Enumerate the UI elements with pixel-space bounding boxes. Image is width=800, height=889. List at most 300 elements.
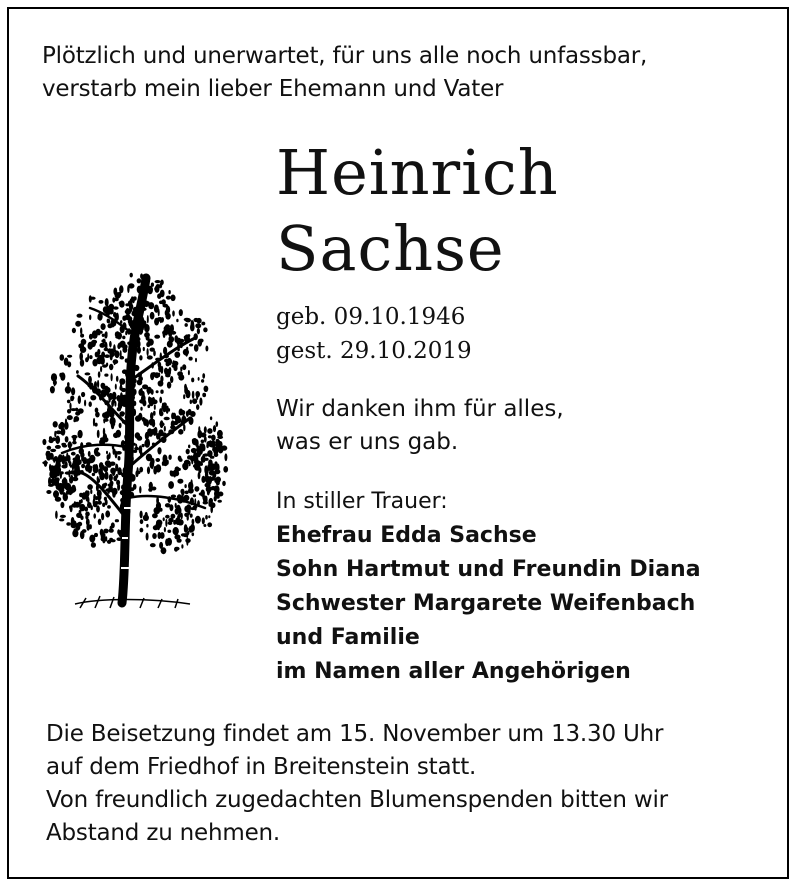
tree-leaf [117,407,121,411]
tree-leaf [140,407,142,411]
tree-leaf [103,484,106,487]
tree-leaf [209,476,212,484]
tree-leaf [173,527,179,535]
first-name: Heinrich [276,136,559,209]
tree-leaf [92,359,97,366]
tree-leaf [96,505,100,512]
tree-leaf [139,467,143,473]
tree-leaf [89,355,92,359]
tree-leaf [154,287,157,290]
tree-leaf [105,536,107,541]
tree-leaf [59,373,63,377]
tree-leaf [137,467,139,475]
tree-leaf [125,303,130,306]
tree-leaf [216,439,220,443]
tree-leaf [115,464,118,472]
tree-leaf [146,533,149,541]
tree-leaf [161,547,167,554]
tree-leaf [137,346,141,353]
tree-leaf [79,493,83,497]
mourner-line: Schwester Margarete Weifenbach [276,591,696,616]
tree-leaf [194,506,196,510]
tree-leaf [179,409,184,416]
tree-leaf [173,520,176,525]
tree-leaf [101,513,104,520]
tree-leaf [93,418,95,424]
tree-leaf [191,479,193,486]
tree-leaf [152,487,157,491]
thanks-line: Wir danken ihm für alles, [276,396,564,422]
tree-leaf [210,467,216,471]
tree-leaf [73,419,76,422]
tree-leaf [93,466,99,474]
tree-leaf [54,477,59,481]
tree-leaf [154,335,160,339]
tree-leaf [186,532,188,539]
tree-leaf [46,452,49,456]
tree-leaf [210,463,212,466]
tree-leaf [102,437,108,442]
tree-leaf [80,327,82,334]
tree-leaf [181,533,186,536]
tree-leaf [90,395,96,400]
tree-leaf [115,336,120,339]
tree-leaf [186,527,189,531]
tree-leaf [206,443,209,448]
tree-leaf [90,297,95,300]
tree-leaf [152,533,157,539]
tree-leaf [55,445,61,449]
tree-leaf [55,511,58,519]
tree-leaf [44,460,47,467]
tree-leaf [101,383,105,389]
tree-leaf [93,494,96,501]
tree-leaf [207,464,210,470]
tree-leaf [201,440,205,444]
tree-leaf [54,431,56,438]
tree-leaf [147,315,149,323]
tree-leaf [143,347,145,351]
tree-leaf [208,515,210,518]
thanks-line: was er uns gab. [276,429,459,455]
tree-leaf [107,454,110,460]
tree-leaf [201,379,204,383]
tree-leaf [168,481,174,489]
tree-leaf [107,540,111,544]
tree-leaf [105,471,109,479]
tree-leaf [165,503,171,507]
tree-leaf [156,522,162,529]
tree-leaf [188,445,190,449]
tree-leaf [80,346,86,353]
tree-leaf [187,455,191,459]
tree-leaf [163,455,167,463]
burial-text [46,718,766,850]
tree-leaf [175,417,181,423]
tree-leaf [71,452,76,456]
tree-leaf [105,354,110,358]
tree-leaf [113,449,116,453]
tree-leaf [111,522,115,528]
tree-leaf [162,403,164,408]
tree-leaf [185,323,188,327]
tree-leaf [107,505,111,509]
tree-leaf [185,318,191,322]
tree-leaf [137,278,142,283]
tree-leaf [159,283,162,289]
tree-leaf [155,280,161,283]
tree-leaf [117,352,119,356]
tree-leaf [116,376,119,382]
tree-leaf [68,443,73,446]
tree-leaf [81,499,83,503]
tree-leaf [144,324,150,332]
tree-leaf [146,524,148,528]
tree-leaf [67,409,71,414]
tree-leaf [142,384,148,389]
tree-leaf [69,490,72,495]
tree-leaf [181,489,185,496]
tree-leaf [195,516,201,524]
tree-leaf [189,344,193,347]
tree-trunk [62,278,205,603]
tree-leaf [71,387,75,395]
tree-leaf [75,321,81,327]
tree-leaf [174,352,180,358]
tree-leaf [105,488,111,492]
tree-leaf [204,426,207,433]
tree-leaf [218,492,223,497]
tree-leaf [97,430,100,438]
tree-leaf [80,516,83,520]
tree-leaf [171,331,176,335]
tree-leaf [77,314,83,318]
tree-leaf [130,273,133,278]
tree-leaf [51,373,57,381]
tree-leaf [118,471,123,475]
tree-leaf [70,408,76,411]
tree-leaf [195,391,200,397]
tree-leaf [171,413,174,420]
tree-leaf [78,408,84,414]
tree-leaf [69,403,71,410]
tree-leaf [172,310,175,316]
death-date: gest. 29.10.2019 [276,338,472,364]
mourner-line: Ehefrau Edda Sachse [276,523,537,548]
tree-leaf [165,310,167,316]
mourning-label: In stiller Trauer: [276,489,448,514]
tree-leaf [72,530,78,538]
tree-leaf [147,428,152,435]
tree-leaf [85,464,91,472]
tree-leaf [147,389,149,395]
tree-leaf [211,435,216,441]
tree-leaf [138,415,141,418]
tree-leaf [160,420,164,428]
tree-leaf [87,491,89,496]
tree-leaf [198,472,201,479]
tree-leaf [163,517,165,521]
life-dates [276,300,472,368]
tree-leaf [127,285,129,293]
tree-leaf [202,393,206,397]
tree-leaf [199,339,204,343]
tree-leaf [114,288,116,291]
tree-leaf [98,519,102,525]
tree-leaf [78,430,83,438]
tree-leaf [174,335,178,342]
tree-leaf [202,373,205,379]
tree-leaf [167,358,173,365]
tree-leaf [205,346,208,352]
tree-leaf [223,466,228,473]
tree-leaf [88,376,92,383]
tree-leaf [195,323,201,328]
tree-leaf [122,336,125,340]
tree-leaf [159,508,162,512]
tree-leaf [95,423,98,427]
tree-leaf [154,427,158,435]
tree-leaf [149,419,155,423]
tree-leaf [122,316,126,321]
tree-leaf [190,400,192,405]
tree-leaf [164,527,166,532]
tree-leaf [84,507,88,512]
tree-leaf [90,489,92,494]
tree-leaf [181,544,183,548]
tree-leaf [195,439,199,447]
tree-leaf [218,500,222,503]
tree-leaf [197,328,200,334]
tree-leaf [80,334,84,338]
tree-leaf [114,298,119,302]
tree-leaf [115,384,117,390]
tree-leaf [105,298,109,306]
tree-leaf [70,465,72,468]
tree-leaf [154,405,156,410]
tree-leaf [195,358,197,362]
tree-leaf [87,484,93,490]
tree-leaf [209,429,213,433]
tree-leaf [151,389,154,395]
tree-leaf [156,390,159,393]
tree-leaf [67,415,73,420]
tree-leaf [70,475,73,482]
tree-leaf [204,386,209,392]
tree-leaf [126,308,130,314]
tree-leaf [116,480,120,486]
tree-leaf [113,344,116,352]
tree-leaf [116,430,122,438]
tree-leaf [174,547,179,551]
tree-leaf [170,376,173,383]
tree-leaf [156,458,161,462]
birch-tree-icon [40,268,230,613]
tree-leaf [198,377,200,381]
tree-leaf [192,391,195,399]
tree-leaf [174,534,180,539]
tree-leaf [65,386,71,394]
tree-leaf [168,290,170,294]
tree-leaf [154,305,159,313]
tree-leaf [105,510,110,517]
tree-leaf [164,326,170,332]
tree-leaf [85,372,91,375]
tree-leaf [178,429,183,435]
tree-leaf [166,296,171,300]
tree-leaf [201,322,205,326]
tree-leaf [49,453,54,460]
tree-leaf [140,511,143,519]
tree-leaf [189,526,193,533]
mourners-block [276,485,701,689]
tree-leaf [168,521,173,525]
tree-leaf [167,382,171,389]
tree-leaf [161,377,164,380]
tree-leaf [182,464,185,469]
tree-leaf [203,327,207,332]
tree-leaf [204,466,207,475]
tree-leaf [139,378,143,381]
tree-leaf [165,515,170,519]
tree-leaf [52,479,55,485]
tree-leaf [140,528,144,533]
tree-leaf [46,490,51,494]
tree-leaf [93,513,96,518]
tree-leaf [179,458,183,462]
tree-leaf [159,293,163,296]
tree-leaf [106,451,108,454]
tree-leaf [96,329,101,334]
tree-leaf [159,397,162,404]
tree-leaf [190,514,193,518]
tree-leaf [74,462,79,470]
tree-leaf [71,520,77,527]
tree-leaf [165,519,167,527]
tree-leaf [111,422,115,427]
tree-leaf [54,456,58,461]
tree-leaf [95,352,98,358]
mourner-line: Sohn Hartmut und Freundin Diana [276,557,701,582]
tree-leaf [216,464,219,472]
tree-leaf [116,474,119,478]
tree-leaf [224,453,227,461]
tree-leaf [65,436,69,442]
intro-line: Plötzlich und unerwartet, für uns alle noch unfassbar, [42,43,648,69]
tree-leaf [202,517,205,524]
tree-leaf [157,447,161,454]
tree-leaf [55,436,60,444]
tree-leaf [53,421,58,427]
tree-leaf [87,497,89,504]
tree-leaf [187,515,189,521]
tree-leaf [209,498,213,504]
tree-leaf [133,484,137,490]
tree-leaf [194,344,199,352]
tree-leaf [50,386,55,393]
tree-leaf [42,439,46,445]
tree-leaf [98,371,101,378]
tree-leaf [194,486,199,492]
tree-leaf [160,532,165,539]
tree-leaf [47,446,52,450]
tree-leaf [191,320,194,328]
tree-leaf [146,454,152,462]
tree-leaf [110,462,116,466]
tree-leaf [214,478,217,483]
tree-leaf [101,352,105,359]
tree-leaf [63,456,67,461]
tree-leaf [152,397,155,404]
tree-leaf [150,312,155,320]
tree-leaf [115,519,119,522]
tree-leaf [144,332,150,338]
tree-leaf [55,471,60,477]
tree-leaf [100,366,102,372]
tree-leaf [49,464,51,472]
tree-leaf [178,374,184,380]
tree-leaf [142,444,145,447]
tree-leaf [186,390,191,398]
tree-leaf [74,502,80,508]
tree-leaf [178,507,182,514]
tree-leaf [109,528,114,532]
tree-leaf [138,389,143,396]
tree-leaf [168,455,171,460]
tree-leaf [153,350,156,356]
tree-leaf [151,464,153,470]
tree-leaf [188,370,190,375]
mourner-line: im Namen aller Angehörigen [276,659,631,684]
tree-leaf [67,382,70,387]
tree-leaf [103,428,105,436]
tree-leaf [70,396,74,401]
tree-leaf [112,468,116,476]
tree-leaf [63,477,66,482]
tree-leaf [203,524,206,527]
tree-leaf [193,318,198,322]
tree-leaf [197,461,203,465]
tree-leaf [125,331,127,335]
tree-leaf [182,364,186,370]
burial-line: Die Beisetzung findet am 15. November um 13.30 Uhr [46,721,664,747]
tree-leaf [154,372,160,378]
tree-leaf [131,296,134,302]
tree-leaf [113,306,118,309]
tree-leaf [110,351,115,357]
tree-leaf [89,401,92,407]
tree-leaf [64,422,69,430]
tree-leaf [54,493,57,497]
intro-line: verstarb mein lieber Ehemann und Vater [42,76,504,102]
tree-leaf [91,542,96,548]
tree-leaf [99,300,104,304]
tree-leaf [85,514,88,519]
mourner-line: und Familie [276,625,420,650]
tree-leaf [198,426,200,432]
tree-leaf [79,510,82,514]
tree-leaf [192,398,197,404]
deceased-name [276,135,559,287]
tree-leaf [109,341,112,348]
tree-leaf [101,323,106,330]
tree-leaf [80,359,84,367]
tree-leaf [146,419,149,427]
tree-leaf [49,436,52,441]
tree-leaf [114,401,116,407]
tree-leaf [169,336,175,342]
tree-leaf [99,495,102,499]
